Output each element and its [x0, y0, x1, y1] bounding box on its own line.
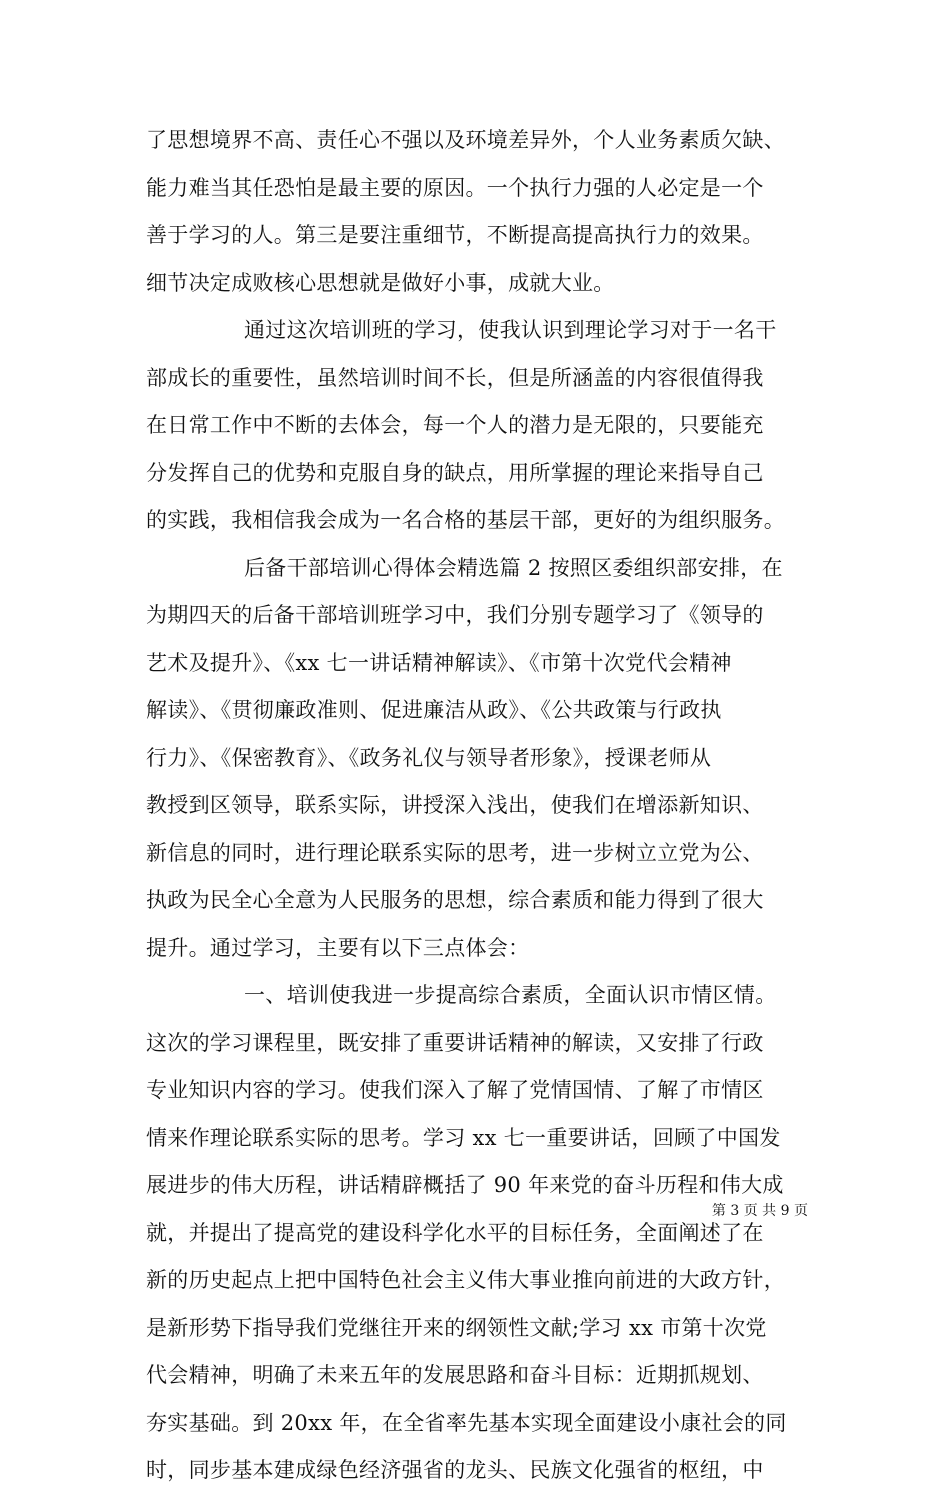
text-line: 分发挥自己的优势和克服自身的缺点，用所掌握的理论来指导自己	[146, 460, 764, 485]
text-line: 后备干部培训心得体会精选篇 2 按照区委组织部安排，在	[244, 555, 783, 580]
text-line: 解读》、《贯彻廉政准则、促进廉洁从政》、《公共政策与行政执	[146, 698, 722, 722]
text-line: 细节决定成败核心思想就是做好小事，成就大业。	[146, 270, 615, 295]
text-line: 在日常工作中不断的去体会，每一个人的潜力是无限的，只要能充	[146, 413, 764, 437]
text-line: 时，同步基本建成绿色经济强省的龙头、民族文化强省的枢纽，中	[146, 1458, 764, 1482]
text-line: 是新形势下指导我们党继往开来的纲领性文献;学习 xx 市第十次党	[146, 1315, 767, 1340]
text-line: 提升。通过学习，主要有以下三点体会：	[146, 935, 530, 960]
text-line: 部成长的重要性，虽然培训时间不长，但是所涵盖的内容很值得我	[146, 365, 764, 390]
page-number: 第 3 页 共 9 页	[711, 1203, 808, 1219]
text-line: 能力难当其任恐怕是最主要的原因。一个执行力强的人必定是一个	[146, 175, 764, 200]
text-line: 了思想境界不高、责任心不强以及环境差异外，个人业务素质欠缺、	[146, 128, 785, 152]
text-line: 善于学习的人。第三是要注重细节，不断提高提高执行力的效果。	[146, 223, 764, 247]
text-line: 新的历史起点上把中国特色社会主义伟大事业推向前进的大政方针，	[146, 1268, 785, 1292]
text-line: 艺术及提升》、《xx 七一讲话精神解读》、《市第十次党代会精神	[146, 650, 732, 675]
text-line: 就，并提出了提高党的建设科学化水平的目标任务，全面阐述了在	[146, 1220, 764, 1245]
text-line: 这次的学习课程里，既安排了重要讲话精神的解读，又安排了行政	[146, 1030, 764, 1055]
text-line: 为期四天的后备干部培训班学习中，我们分别专题学习了《领导的	[146, 603, 764, 627]
text-line: 执政为民全心全意为人民服务的思想，综合素质和能力得到了很大	[146, 888, 764, 912]
text-line: 专业知识内容的学习。使我们深入了解了党情国情、了解了市情区	[146, 1078, 764, 1102]
text-line: 新信息的同时，进行理论联系实际的思考，进一步树立立党为公、	[146, 840, 764, 865]
document-body	[146, 117, 806, 1495]
text-line: 教授到区领导，联系实际，讲授深入浅出，使我们在增添新知识、	[146, 793, 764, 817]
text-line: 一、培训使我进一步提高综合素质，全面认识市情区情。	[244, 983, 777, 1007]
text-line: 通过这次培训班的学习，使我认识到理论学习对于一名干	[244, 318, 777, 342]
text-line: 行力》、《保密教育》、《政务礼仪与领导者形象》，授课老师从	[146, 745, 712, 770]
text-line: 的实践，我相信我会成为一名合格的基层干部，更好的为组织服务。	[146, 508, 785, 532]
text-line: 夯实基础。到 20xx 年，在全省率先基本实现全面建设小康社会的同	[146, 1410, 787, 1435]
text-line: 展进步的伟大历程，讲话精辟概括了 90 年来党的奋斗历程和伟大成	[146, 1173, 784, 1197]
text-line: 情来作理论联系实际的思考。学习 xx 七一重要讲话，回顾了中国发	[146, 1125, 781, 1150]
text-line: 代会精神，明确了未来五年的发展思路和奋斗目标：近期抓规划、	[146, 1363, 764, 1387]
